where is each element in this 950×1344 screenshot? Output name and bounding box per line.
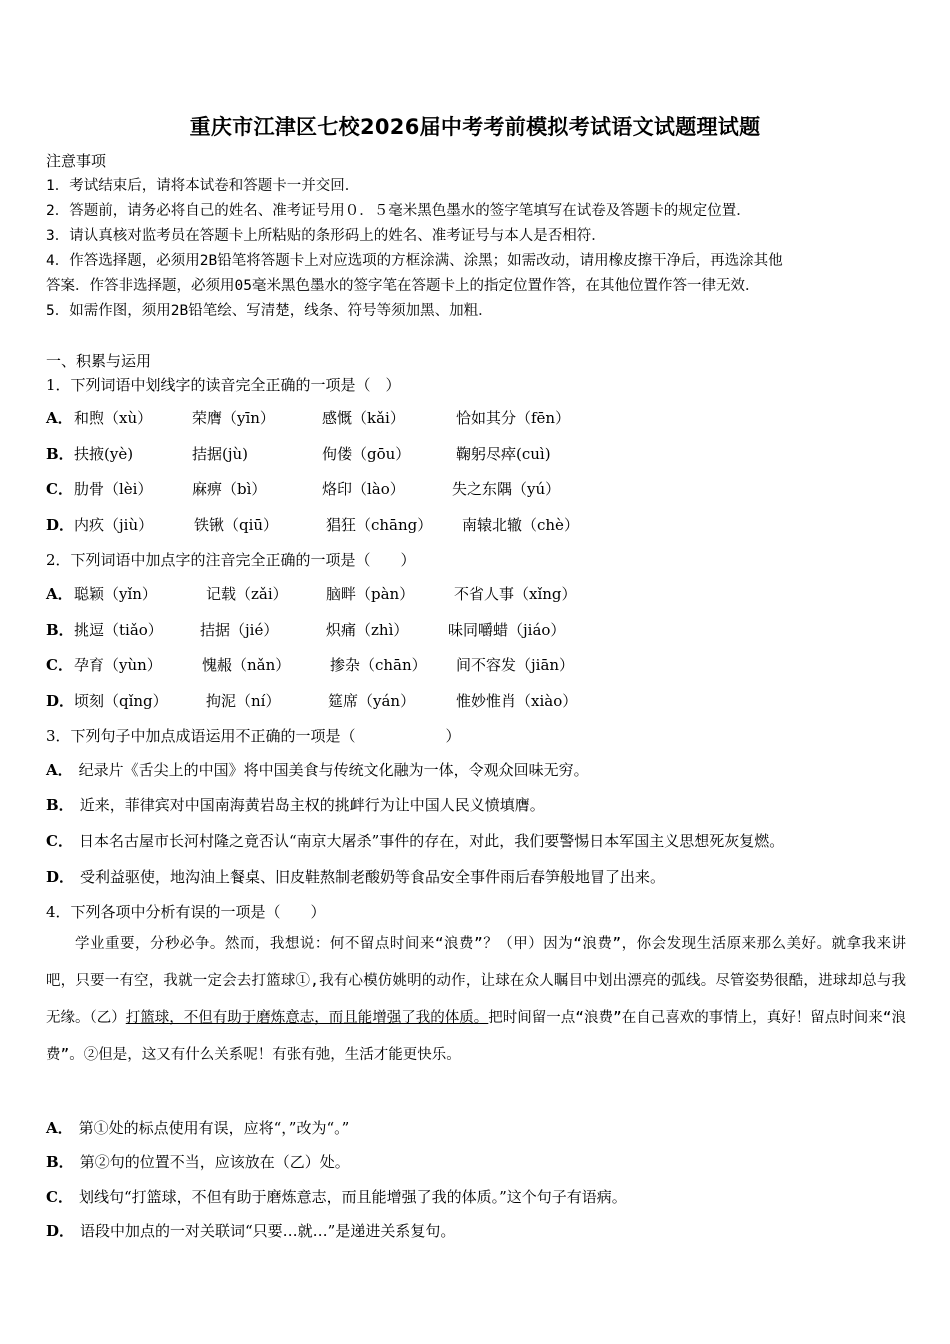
option-label: D． [46,1222,75,1240]
option-label: C． [46,1188,73,1206]
q4-option-a [46,1117,349,1139]
option-text: 近来，菲律宾对中国南海黄岩岛主权的挑衅行为让中国人民义愤填膺。 [79,796,545,814]
word-item: 间不容发（jiān） [456,656,575,674]
word-item: 聪颖（yǐn） [74,585,157,603]
word-item: 味同嚼蜡（jiáo） [448,621,566,639]
word-item: 荣膺（yīn） [192,409,275,427]
notice-item: 答案．作答非选择题，必须用05毫米黑色墨水的签字笔在答题卡上的指定位置作答，在其他位置作答一律无效． [46,278,760,294]
underlined-sentence: 打篮球，不但有助于磨炼意志，而且能增强了我的体质。 [125,1010,489,1026]
notice-item: 4．作答选择题，必须用2B铅笔将答题卡上对应选项的方框涂满、涂黑；如需改动，请用橡皮擦干净后，再选涂其他 [46,253,783,269]
q3-option-d [46,866,665,888]
q4-option-b [46,1151,350,1173]
option-text: 受利益驱使，地沟油上餐桌、旧皮鞋熬制老酸奶等食品安全事件雨后春笋般地冒了出来。 [80,868,666,886]
word-item: 挑逗（tiǎo） [74,621,163,639]
word-item: 惟妙惟肖（xiào） [456,692,578,710]
word-item: 佝偻（gōu） [322,445,411,463]
question-2-stem: 2．下列词语中加点字的注音完全正确的一项是（ ） [46,551,416,569]
word-item: 筵席（yán） [328,692,416,710]
option-label: C． [46,832,73,850]
option-text: 纪录片《舌尖上的中国》将中国美食与传统文化融为一体，令观众回味无穷。 [78,761,589,779]
option-text: 第①处的标点使用有误，应将“，”改为“。” [78,1119,350,1137]
notice-item: 2．答题前，请务必将自己的姓名、准考证号用０．５毫米黑色墨水的签字笔填写在试卷及答题卡的规定位置． [46,203,751,219]
option-label: A． [46,409,73,427]
option-label: A． [46,585,73,603]
passage-paragraph [46,926,906,1074]
option-label: B． [46,1153,74,1171]
option-label: B． [46,796,74,814]
q3-option-b [46,794,545,816]
page-title: 重庆市江津区七校2026届中考考前模拟考试语文试题理试题 [189,115,761,139]
option-label: B． [46,621,74,639]
option-text: 划线句“打篮球，不但有助于磨炼意志，而且能增强了我的体质。”这个句子有语病。 [78,1188,627,1206]
option-label: B． [46,445,74,463]
word-item: 顷刻（qǐng） [74,692,168,710]
question-4-stem: 4．下列各项中分析有误的一项是（ ） [46,903,326,921]
word-item: 孕育（yùn） [74,656,162,674]
word-item: 不省人事（xǐng） [454,585,577,603]
word-item: 掺杂（chān） [330,656,427,674]
section-heading: 一、积累与运用 [46,352,152,370]
word-item: 拮据(jù) [192,445,249,463]
reading-passage [46,926,906,1074]
word-item: 恰如其分（fēn） [456,409,571,427]
option-text: 语段中加点的一对关联词“只要…就…”是递进关系复句。 [80,1222,456,1240]
q4-option-c [46,1186,627,1208]
passage-text: 把时间留一点“浪费”在自己喜欢的事情上，真好！留点时间来“浪费”。②但是，这又有什么关系呢！有张有弛，生活才能更快乐。 [46,1010,907,1063]
option-label: C． [46,656,73,674]
word-item: 铁锹（qiū） [194,516,279,534]
word-item: 拘泥（ní） [206,692,281,710]
word-item: 记载（zǎi） [206,585,288,603]
word-item: 炽痛（zhì） [326,621,409,639]
option-text: 第②句的位置不当，应该放在（乙）处。 [79,1153,350,1171]
word-item: 麻痹（bì） [192,480,267,498]
notice-item: 3．请认真核对监考员在答题卡上所粘贴的条形码上的姓名、准考证号与本人是否相符． [46,228,606,244]
option-label: D． [46,868,75,886]
notice-item: 5．如需作图，须用2B铅笔绘、写清楚，线条、符号等须加黑、加粗． [46,303,493,319]
word-item: 肋骨（lèi） [74,480,153,498]
word-item: 和煦（xù） [74,409,153,427]
q3-option-c [46,830,784,852]
q4-option-d [46,1220,455,1242]
word-item: 愧赧（nǎn） [202,656,291,674]
word-item: 拮据（jié） [200,621,279,639]
option-label: A． [46,1119,73,1137]
word-item: 鞠躬尽瘁(cuì) [456,445,551,463]
word-item: 感慨（kǎi） [322,409,405,427]
word-item: 烙印（lào） [322,480,405,498]
word-item: 猖狂（chāng） [326,516,433,534]
word-item: 南辕北辙（chè） [462,516,579,534]
option-label: A． [46,761,73,779]
word-item: 脑畔（pàn） [326,585,415,603]
question-1-stem: 1．下列词语中划线字的读音完全正确的一项是（ ） [46,376,401,394]
notice-heading: 注意事项 [46,152,107,170]
word-item: 扶掖(yè) [74,445,134,463]
word-item: 失之东隅（yú） [452,480,561,498]
passage-text: 学业重要，分秒必争。然而，我想说：何不留点时间来“浪费”？（甲）因为“浪费”，你会发现生活原来那么美好。就拿我来讲吧，只要一有空，我就一定会去打篮球①,我有心模仿姚明的动作，让球在众人瞩目中划出漂亮的弧线。尽管姿势很酷，进球却总与我无缘。（乙） [46,936,906,1026]
word-item: 内疚（jiù） [74,516,154,534]
option-label: C． [46,480,73,498]
notice-item: 1．考试结束后，请将本试卷和答题卡一并交回． [46,178,360,194]
option-text: 日本名古屋市长河村隆之竟否认“南京大屠杀”事件的存在，对此，我们要警惕日本军国主义思想死灰复燃。 [78,832,785,850]
option-label: D． [46,692,75,710]
q3-option-a [46,759,589,781]
option-label: D． [46,516,75,534]
question-3-stem: 3．下列句子中加点成语运用不正确的一项是（ ） [46,727,461,745]
